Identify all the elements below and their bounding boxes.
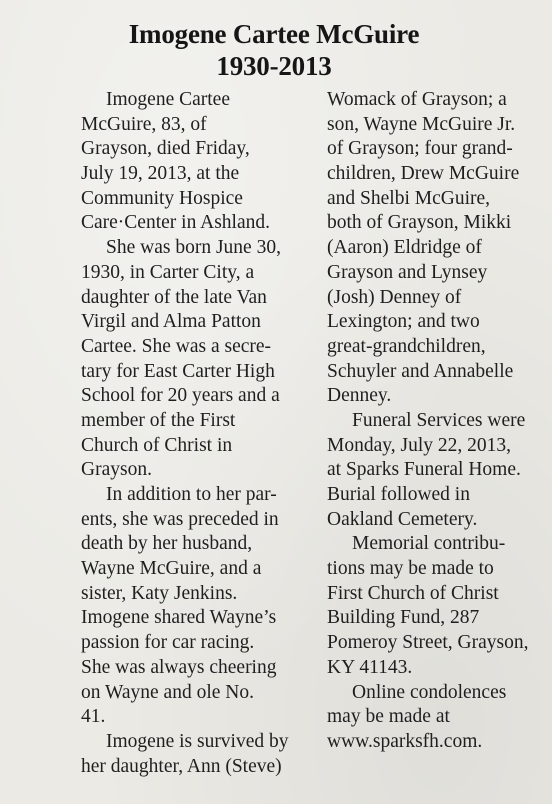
text-line: Imogene Cartee (106, 89, 230, 110)
text-line: Community Hospice (81, 187, 243, 209)
text-line: July 19, 2013, at the (81, 163, 240, 185)
text-line: great-grandchildren, (327, 335, 486, 357)
text-line: 41. (81, 706, 106, 728)
text-line: Virgil and Alma Patton (81, 311, 261, 333)
text-line: Grayson, died Friday, (81, 138, 250, 160)
text-line: 1930, in Carter City, a (81, 261, 255, 283)
text-line: sister, Katy Jenkins. (81, 582, 238, 604)
text-line: tary for East Carter High (81, 360, 275, 382)
text-line: Schuyler and Annabelle (327, 360, 514, 382)
text-line: of Grayson; four grand- (327, 138, 513, 160)
text-line: School for 20 years and a (81, 385, 280, 407)
text-line: McGuire, 83, of (81, 113, 207, 135)
text-line: Lexington; and two (327, 311, 480, 333)
text-line: passion for car racing. (81, 632, 255, 654)
obituary-years: 1930-2013 (216, 51, 332, 81)
text-line: Womack of Grayson; a (327, 89, 507, 110)
text-line: Care·Center in Ashland. (81, 212, 270, 234)
text-line: Memorial contribu- (352, 533, 506, 555)
text-line: Cartee. She was a secre- (81, 335, 272, 357)
text-line: may be made at (327, 706, 450, 728)
text-line: Monday, July 22, 2013, (327, 434, 511, 456)
text-line: her daughter, Ann (Steve) (81, 755, 282, 777)
text-line: children, Drew McGuire (327, 163, 520, 185)
text-line: member of the First (81, 409, 236, 431)
text-line: She was born June 30, (106, 237, 281, 259)
text-line: (Josh) Denney of (327, 286, 462, 308)
text-line: at Sparks Funeral Home. (327, 459, 521, 481)
obituary-title: Imogene Cartee McGuire (128, 19, 420, 49)
text-line: KY 41143. (327, 656, 413, 678)
text-line: Pomeroy Street, Grayson, (327, 632, 529, 654)
text-line: ents, she was preceded in (81, 508, 279, 530)
text-line: Burial followed in (327, 484, 470, 505)
text-line: Church of Christ in (81, 434, 233, 456)
text-line: Imogene is survived by (106, 730, 289, 752)
text-line: (Aaron) Eldridge of (327, 237, 482, 259)
text-line: Grayson and Lynsey (327, 261, 488, 283)
text-line: both of Grayson, Mikki (327, 212, 512, 234)
left-text-column (81, 88, 311, 779)
text-line: Building Fund, 287 (327, 607, 480, 629)
text-line: Funeral Services were (352, 409, 526, 431)
text-line: daughter of the late Van (81, 286, 267, 308)
text-line: on Wayne and ole No. (81, 681, 254, 703)
text-line: In addition to her par- (106, 484, 277, 505)
text-line: Wayne McGuire, and a (81, 558, 262, 580)
right-text-column (327, 88, 552, 755)
text-line: Imogene shared Wayne’s (81, 607, 277, 629)
text-line: She was always cheering (81, 656, 277, 678)
text-line: tions may be made to (327, 558, 494, 580)
text-line: www.sparksfh.com. (327, 730, 483, 752)
text-line: son, Wayne McGuire Jr. (327, 113, 516, 135)
text-line: Online condolences (352, 681, 507, 703)
text-line: and Shelbi McGuire, (327, 187, 491, 209)
text-line: First Church of Christ (327, 582, 499, 604)
text-line: Denney. (327, 385, 392, 407)
text-line: Grayson. (81, 459, 152, 481)
text-line: Oakland Cemetery. (327, 508, 478, 530)
text-line: death by her husband, (81, 533, 253, 555)
